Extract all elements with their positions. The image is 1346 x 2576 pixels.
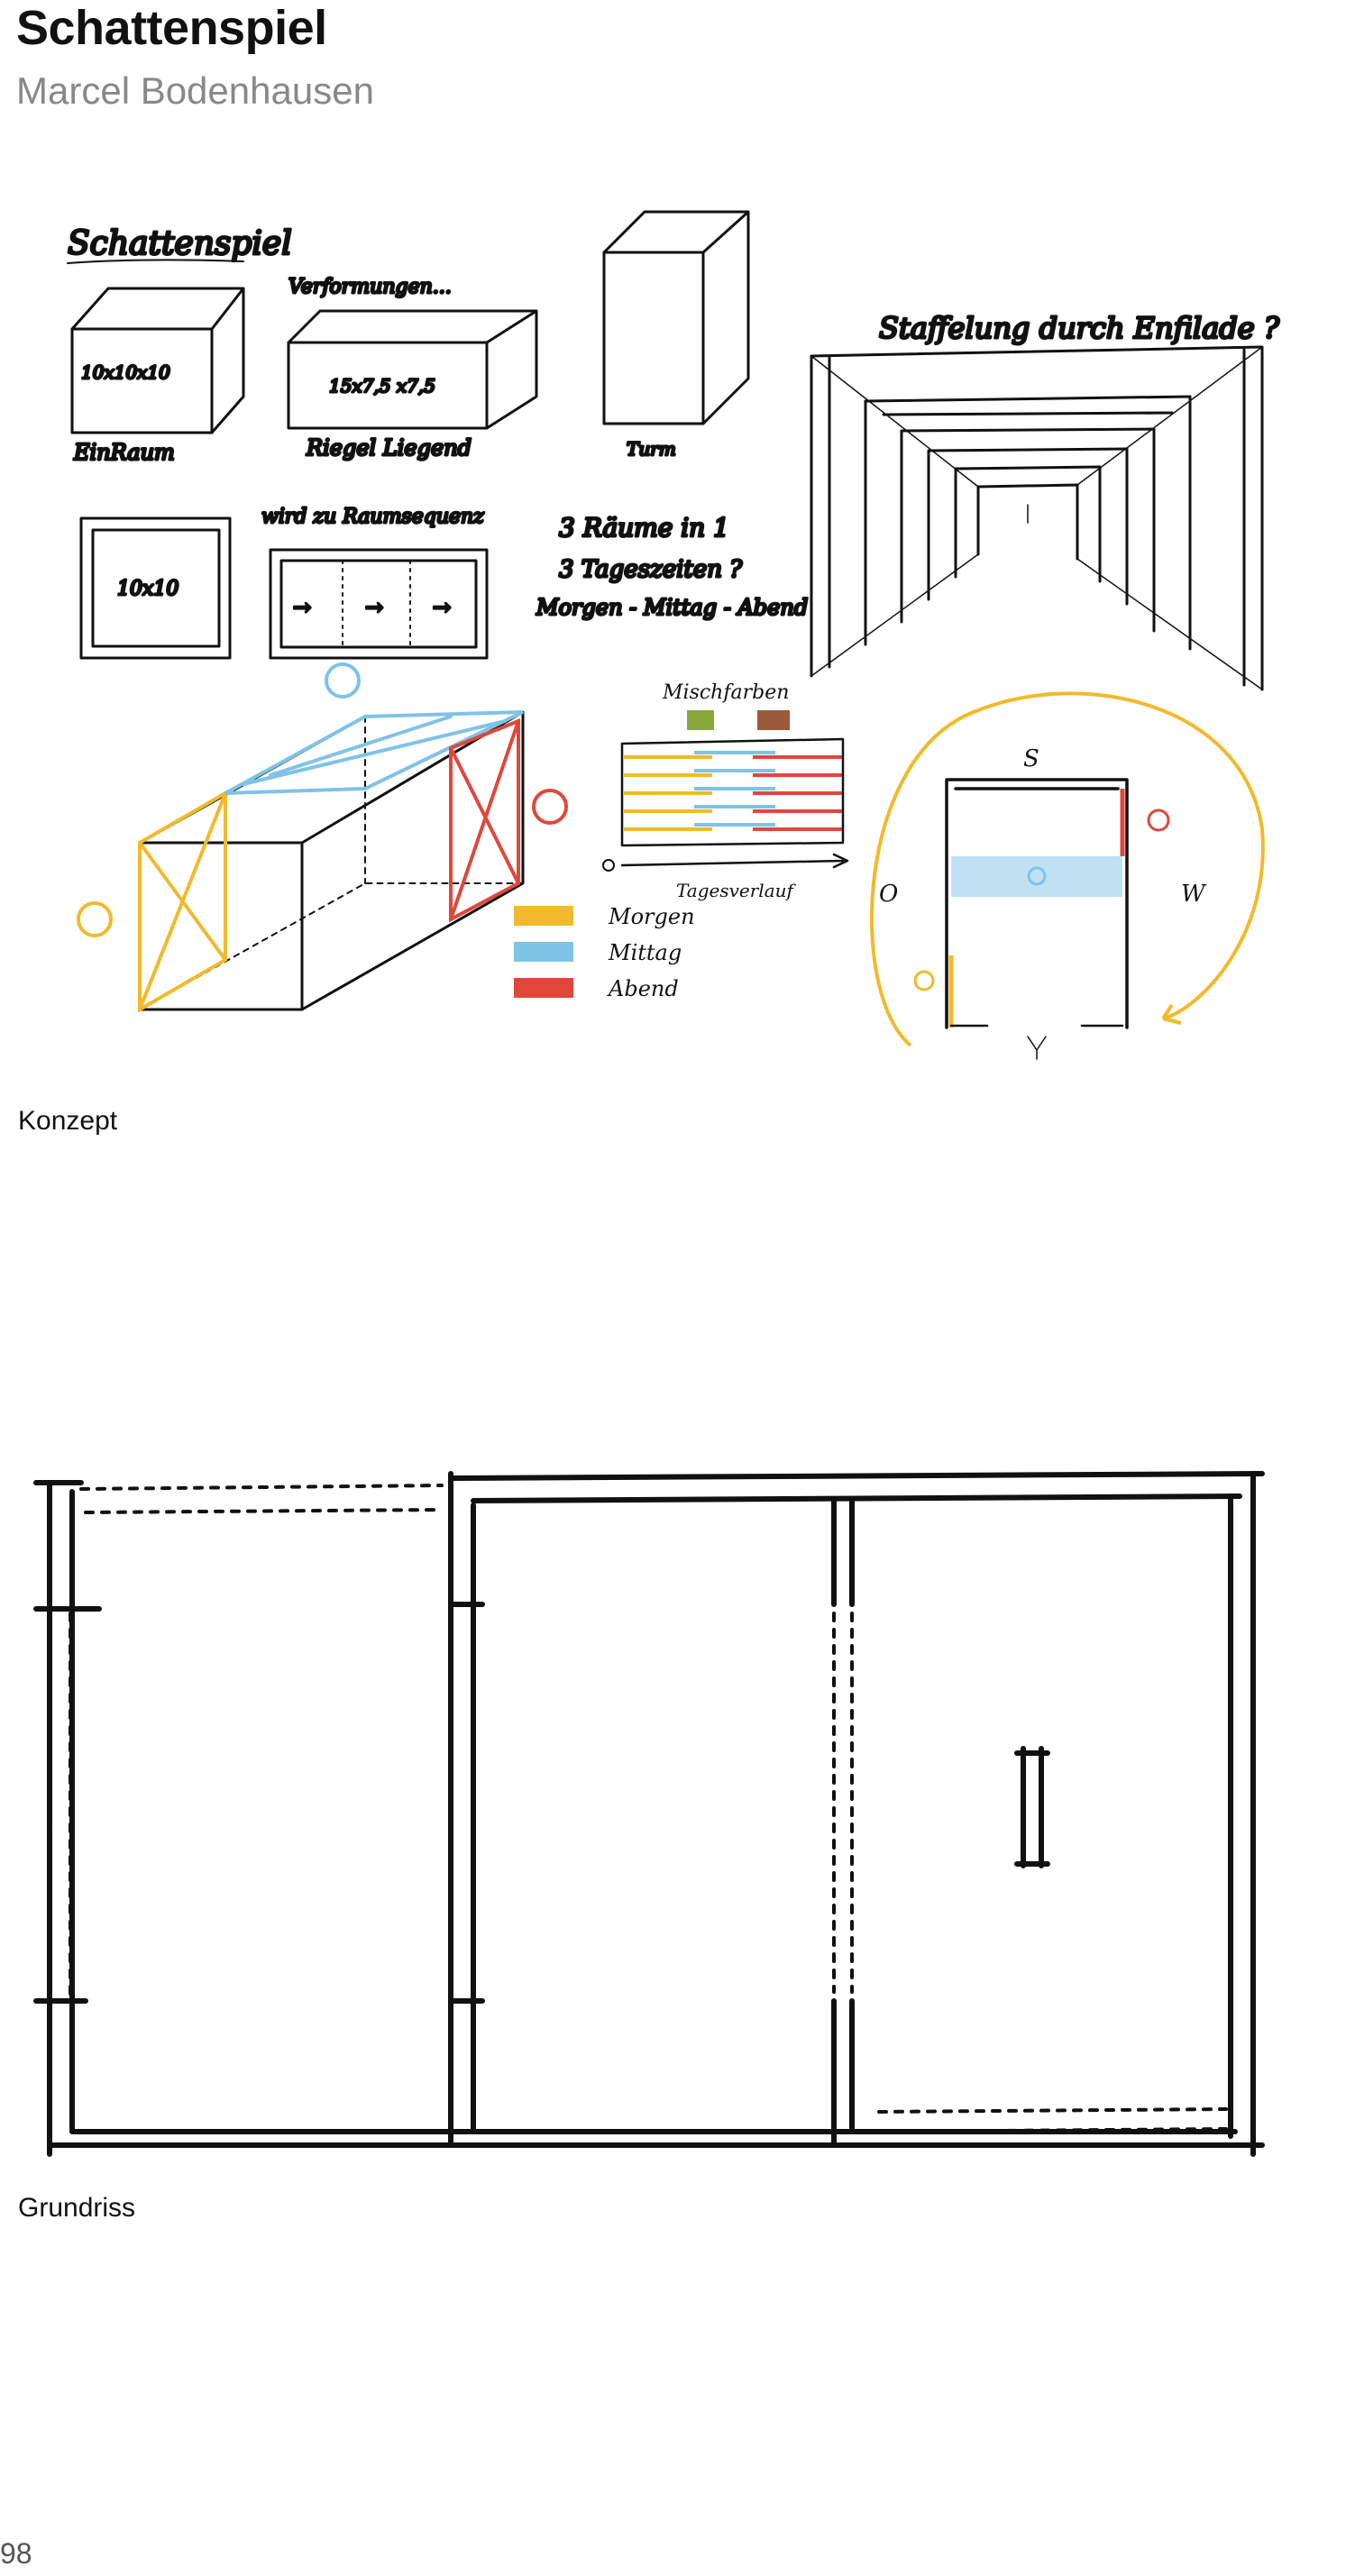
becomes-label: wird zu Raumsequenz <box>261 506 484 528</box>
plan-evening-sun-icon <box>1149 810 1168 830</box>
deformations-label: Verformungen... <box>288 276 452 298</box>
compass-west: W <box>1181 881 1205 908</box>
seq-arrow-3: → <box>433 595 452 620</box>
morning-sun-icon <box>78 903 111 936</box>
tower-name: Turm <box>627 438 676 460</box>
note-rooms: 3 Räume in 1 <box>559 513 729 543</box>
compass-south: S <box>1023 745 1039 772</box>
bar-name: Riegel Liegend <box>307 435 472 461</box>
plan-caption: Grundriss <box>18 2193 136 2223</box>
legend-morning-label: Morgen <box>609 904 695 929</box>
legend-evening-label: Abend <box>609 976 679 1001</box>
floor-plan-sketch <box>0 1424 1346 2181</box>
mixed-label: Mischfarben <box>663 681 790 704</box>
note-day: Morgen - Mittag - Abend <box>536 595 809 620</box>
sketch-heading: Schattenspiel <box>68 225 292 262</box>
page-number: 98 <box>0 2537 32 2570</box>
author-name: Marcel Bodenhausen <box>16 69 374 112</box>
concept-sketch <box>0 198 1346 1064</box>
mix-green-swatch <box>687 710 714 730</box>
note-times: 3 Tageszeiten ? <box>559 556 743 583</box>
page-title: Schattenspiel <box>16 1 327 55</box>
concept-caption: Konzept <box>18 1106 118 1136</box>
bar-dims: 15x7,5 x7,5 <box>329 375 435 397</box>
cube-name: EinRaum <box>74 440 175 465</box>
seq-arrow-1: → <box>293 595 312 620</box>
legend-noon-label: Mittag <box>609 940 682 965</box>
square-dims: 10x10 <box>117 578 179 600</box>
evening-stripes <box>753 757 843 829</box>
noon-face <box>225 712 523 793</box>
enfilade-label: Staffelung durch Enfilade ? <box>879 311 1280 345</box>
morning-face <box>140 793 225 1009</box>
morning-stripes <box>624 757 712 829</box>
mix-brown-swatch <box>757 710 790 730</box>
camera-icon <box>1028 1037 1046 1059</box>
cube-dims: 10x10x10 <box>81 361 170 383</box>
evening-sun-icon <box>534 790 566 823</box>
noon-sun-icon <box>326 664 359 697</box>
evening-face <box>451 721 518 919</box>
seq-arrow-2: → <box>365 595 384 620</box>
noon-band <box>951 856 1122 897</box>
legend-morning-swatch <box>514 906 573 926</box>
noon-stripes <box>694 753 775 825</box>
compass-east: O <box>879 881 899 908</box>
legend-noon-swatch <box>514 942 573 962</box>
timeline-label: Tagesverlauf <box>676 880 793 901</box>
legend-evening-swatch <box>514 978 573 998</box>
plan-morning-sun-icon <box>915 972 933 990</box>
